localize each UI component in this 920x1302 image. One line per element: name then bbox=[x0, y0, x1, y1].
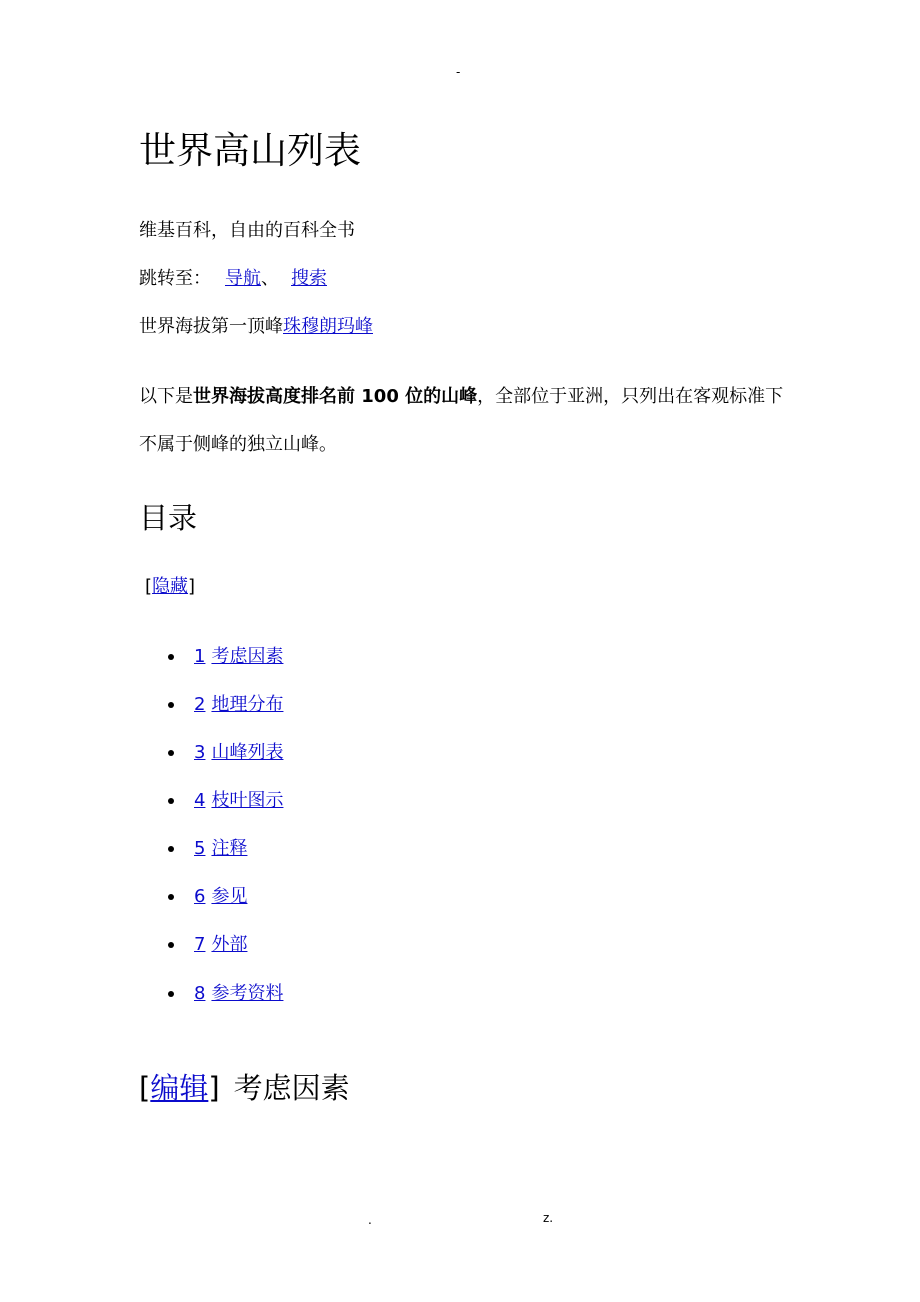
bullet-icon bbox=[168, 991, 174, 997]
toc-label: 参考资料 bbox=[211, 983, 284, 1004]
footer-z: z. bbox=[543, 1211, 554, 1225]
edit-bracket-close: ] bbox=[208, 1071, 220, 1105]
toc-num: 8 bbox=[194, 983, 206, 1004]
intro-line-2: 不属于侧峰的独立山峰。 bbox=[139, 434, 337, 455]
toc-toggle bbox=[145, 574, 195, 600]
everest-link[interactable]: 珠穆朗玛峰 bbox=[283, 316, 373, 337]
toc-label: 外部 bbox=[211, 934, 248, 955]
tagline: 维基百科，自由的百科全书 bbox=[139, 220, 355, 241]
bullet-icon bbox=[168, 798, 174, 804]
toc-num: 3 bbox=[194, 742, 206, 763]
intro-line-1 bbox=[139, 384, 783, 410]
toc-num: 4 bbox=[194, 790, 206, 811]
bullet-icon bbox=[168, 894, 174, 900]
section-heading bbox=[139, 1068, 350, 1108]
intro-bold: 世界海拔高度排名前 100 位的山峰 bbox=[193, 386, 478, 407]
toc-num: 6 bbox=[194, 886, 206, 907]
toc-label: 地理分布 bbox=[211, 694, 284, 715]
toc-heading: 目录 bbox=[139, 501, 198, 535]
intro-rest: ，全部位于亚洲，只列出在客观标准下 bbox=[477, 386, 784, 407]
toc-link-5[interactable] bbox=[194, 836, 247, 862]
bullet-icon bbox=[168, 654, 174, 660]
edit-bracket-open: [ bbox=[139, 1071, 151, 1105]
jump-to-bar bbox=[139, 266, 327, 292]
toc-link-1[interactable] bbox=[194, 644, 283, 670]
bullet-icon bbox=[168, 750, 174, 756]
toc-label: 考虑因素 bbox=[211, 646, 284, 667]
bullet-icon bbox=[168, 942, 174, 948]
toc-label: 参见 bbox=[211, 886, 248, 907]
toc-toggle-close: ] bbox=[188, 576, 196, 597]
jump-label: 跳转至： bbox=[139, 268, 211, 289]
nav-link[interactable]: 导航 bbox=[225, 268, 261, 289]
edit-link[interactable]: 编辑 bbox=[150, 1071, 209, 1105]
toc-label: 注释 bbox=[211, 838, 248, 859]
intro-prefix: 以下是 bbox=[139, 386, 193, 407]
search-link[interactable]: 搜索 bbox=[291, 268, 327, 289]
toc-link-2[interactable] bbox=[194, 692, 283, 718]
bullet-icon bbox=[168, 846, 174, 852]
toc-link-7[interactable] bbox=[194, 932, 247, 958]
toc-label: 山峰列表 bbox=[211, 742, 284, 763]
toc-link-8[interactable] bbox=[194, 981, 283, 1007]
toc-num: 7 bbox=[194, 934, 206, 955]
toc-label: 枝叶图示 bbox=[211, 790, 284, 811]
page-title: 世界高山列表 bbox=[139, 129, 361, 172]
bullet-icon bbox=[168, 702, 174, 708]
toc-link-3[interactable] bbox=[194, 740, 283, 766]
toc-hide-link[interactable]: 隐藏 bbox=[152, 576, 189, 597]
jump-separator: 、 bbox=[261, 268, 279, 289]
toc-num: 5 bbox=[194, 838, 206, 859]
toc-link-4[interactable] bbox=[194, 788, 283, 814]
toc-num: 1 bbox=[194, 646, 206, 667]
toc-num: 2 bbox=[194, 694, 206, 715]
toc-toggle-open: [ bbox=[145, 576, 153, 597]
toc-link-6[interactable] bbox=[194, 884, 247, 910]
footer-dot: . bbox=[368, 1213, 372, 1227]
header-mark: - bbox=[456, 65, 461, 79]
section-title: 考虑因素 bbox=[233, 1071, 350, 1105]
image-caption bbox=[139, 314, 373, 340]
caption-text: 世界海拔第一顶峰 bbox=[139, 316, 283, 337]
